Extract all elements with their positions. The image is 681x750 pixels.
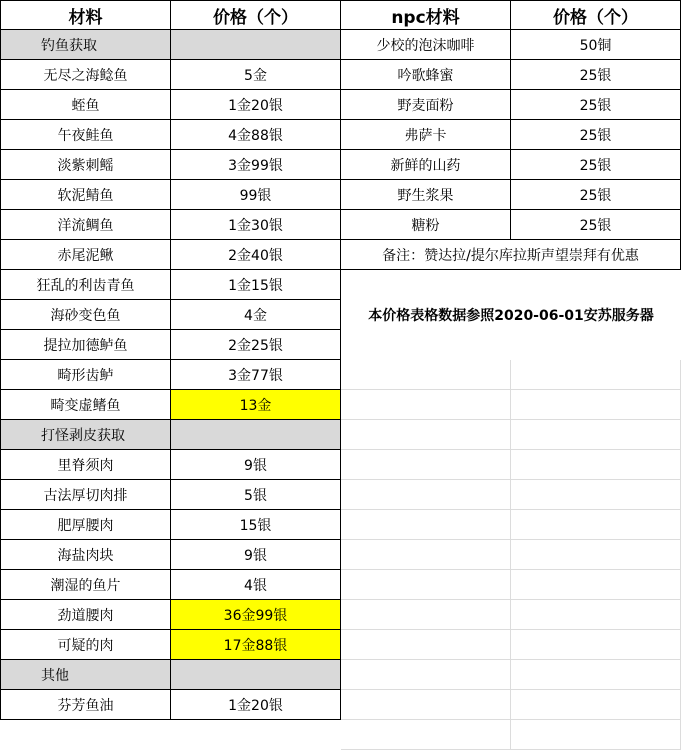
- header-price[interactable]: 价格（个）: [171, 0, 341, 30]
- header-npc-material[interactable]: npc材料: [341, 0, 511, 30]
- empty-row: [0, 690, 681, 720]
- material-price-cell[interactable]: 2金40银: [171, 240, 341, 270]
- npc-material-name-cell[interactable]: 野生浆果: [341, 180, 511, 210]
- empty-cell[interactable]: [341, 690, 511, 720]
- material-price-cell[interactable]: 9银: [171, 540, 341, 570]
- header-row: [0, 0, 681, 30]
- empty-row: [0, 450, 681, 480]
- npc-material-price-cell[interactable]: 25银: [511, 180, 681, 210]
- empty-cell[interactable]: [511, 540, 681, 570]
- npc-material-price-cell[interactable]: 50铜: [511, 30, 681, 60]
- material-price-cell[interactable]: 2金25银: [171, 330, 341, 360]
- header-npc-price[interactable]: 价格（个）: [511, 0, 681, 30]
- empty-cell[interactable]: [511, 690, 681, 720]
- material-name-cell[interactable]: 无尽之海鲶鱼: [0, 60, 171, 90]
- empty-row: [0, 600, 681, 630]
- material-name-cell[interactable]: 畸变虚鳍鱼: [0, 390, 171, 420]
- empty-row: [0, 480, 681, 510]
- section-title-cell[interactable]: 钓鱼获取: [0, 30, 171, 60]
- npc-material-name-cell[interactable]: 新鲜的山药: [341, 150, 511, 180]
- npc-material-name-cell[interactable]: 野麦面粉: [341, 90, 511, 120]
- material-price-cell[interactable]: 5金: [171, 60, 341, 90]
- empty-cell[interactable]: [341, 480, 511, 510]
- empty-row: [0, 630, 681, 660]
- empty-cell[interactable]: [511, 360, 681, 390]
- npc-table-row: [0, 210, 681, 240]
- material-name-cell[interactable]: 淡紫刺鳐: [0, 150, 171, 180]
- empty-cell[interactable]: [511, 390, 681, 420]
- empty-cell[interactable]: [341, 540, 511, 570]
- empty-row: [0, 570, 681, 600]
- material-price-cell[interactable]: 99银: [171, 180, 341, 210]
- npc-table-row: [0, 30, 681, 60]
- empty-row: [0, 660, 681, 690]
- npc-material-name-cell[interactable]: 吟歌蜂蜜: [341, 60, 511, 90]
- empty-row: [0, 540, 681, 570]
- empty-cell[interactable]: [341, 720, 511, 750]
- section-title-cell[interactable]: 打怪剥皮获取: [0, 420, 171, 450]
- material-price-cell[interactable]: 5银: [171, 480, 341, 510]
- data-source-notice[interactable]: 本价格表格数据参照2020-06-01安苏服务器: [368, 308, 654, 324]
- material-price-cell[interactable]: 4银: [171, 570, 341, 600]
- empty-cell[interactable]: [341, 450, 511, 480]
- header-material[interactable]: 材料: [0, 0, 171, 30]
- material-name-cell[interactable]: 畸形齿鲈: [0, 360, 171, 390]
- empty-row: [0, 510, 681, 540]
- empty-cell[interactable]: [341, 660, 511, 690]
- material-price-cell[interactable]: 1金15银: [171, 270, 341, 300]
- material-price-cell[interactable]: 4金88银: [171, 120, 341, 150]
- npc-table-row: [0, 180, 681, 210]
- material-name-cell[interactable]: 海砂变色鱼: [0, 300, 171, 330]
- npc-note-cell[interactable]: 备注：赞达拉/提尔库拉斯声望崇拜有优惠: [341, 240, 681, 270]
- empty-cell[interactable]: [341, 570, 511, 600]
- empty-cell[interactable]: [511, 720, 681, 750]
- material-name-cell[interactable]: 赤尾泥鳅: [0, 240, 171, 270]
- material-name-cell[interactable]: 古法厚切肉排: [0, 480, 171, 510]
- npc-material-price-cell[interactable]: 25银: [511, 210, 681, 240]
- empty-cell[interactable]: [511, 600, 681, 630]
- material-name-cell[interactable]: 软泥鲭鱼: [0, 180, 171, 210]
- material-price-cell[interactable]: 1金20银: [171, 690, 341, 720]
- empty-cell[interactable]: [511, 570, 681, 600]
- npc-table-row: [0, 150, 681, 180]
- material-name-cell[interactable]: 可疑的肉: [0, 630, 171, 660]
- material-price-cell[interactable]: 1金30银: [171, 210, 341, 240]
- empty-cell[interactable]: [341, 630, 511, 660]
- material-price-cell[interactable]: 15银: [171, 510, 341, 540]
- material-price-cell[interactable]: 3金77银: [171, 360, 341, 390]
- material-price-cell[interactable]: 13金: [171, 390, 341, 420]
- material-name-cell[interactable]: 提拉加德鲈鱼: [0, 330, 171, 360]
- material-price-cell[interactable]: 1金20银: [171, 90, 341, 120]
- empty-cell[interactable]: [511, 450, 681, 480]
- material-price-cell[interactable]: 17金88银: [171, 630, 341, 660]
- empty-cell[interactable]: [511, 480, 681, 510]
- material-name-cell[interactable]: 午夜鲑鱼: [0, 120, 171, 150]
- empty-row: [0, 420, 681, 450]
- empty-cell[interactable]: [511, 630, 681, 660]
- empty-row: [0, 360, 681, 390]
- npc-material-name-cell[interactable]: 弗萨卡: [341, 120, 511, 150]
- empty-cell[interactable]: [341, 420, 511, 450]
- material-price-cell[interactable]: 36金99银: [171, 600, 341, 630]
- empty-row: [0, 720, 681, 750]
- npc-material-price-cell[interactable]: 25银: [511, 90, 681, 120]
- material-name-cell[interactable]: 潮湿的鱼片: [0, 570, 171, 600]
- material-name-cell[interactable]: 狂乱的利齿青鱼: [0, 270, 171, 300]
- empty-cell[interactable]: [341, 510, 511, 540]
- npc-material-name-cell[interactable]: 糖粉: [341, 210, 511, 240]
- empty-row: [0, 390, 681, 420]
- material-price-cell[interactable]: 9银: [171, 450, 341, 480]
- empty-cell[interactable]: [511, 510, 681, 540]
- npc-material-price-cell[interactable]: 25银: [511, 120, 681, 150]
- material-name-cell[interactable]: 里脊须肉: [0, 450, 171, 480]
- material-price-cell[interactable]: 4金: [171, 300, 341, 330]
- empty-cell[interactable]: [341, 600, 511, 630]
- material-name-cell[interactable]: 芬芳鱼油: [0, 690, 171, 720]
- empty-cell[interactable]: [511, 660, 681, 690]
- material-price-cell[interactable]: 3金99银: [171, 150, 341, 180]
- empty-cell[interactable]: [341, 390, 511, 420]
- material-name-cell[interactable]: 肥厚腰肉: [0, 510, 171, 540]
- material-name-cell[interactable]: 劲道腰肉: [0, 600, 171, 630]
- npc-table-row: [0, 90, 681, 120]
- empty-cell[interactable]: [511, 420, 681, 450]
- npc-material-price-cell[interactable]: 25银: [511, 60, 681, 90]
- empty-cell[interactable]: [341, 360, 511, 390]
- material-name-cell[interactable]: 海盐肉块: [0, 540, 171, 570]
- npc-material-name-cell[interactable]: 少校的泡沫咖啡: [341, 30, 511, 60]
- npc-table-row: [0, 120, 681, 150]
- section-title-cell[interactable]: 其他: [0, 660, 171, 690]
- material-name-cell[interactable]: 洋流鲷鱼: [0, 210, 171, 240]
- material-name-cell[interactable]: 蛭鱼: [0, 90, 171, 120]
- npc-table-row: [0, 60, 681, 90]
- npc-material-price-cell[interactable]: 25银: [511, 150, 681, 180]
